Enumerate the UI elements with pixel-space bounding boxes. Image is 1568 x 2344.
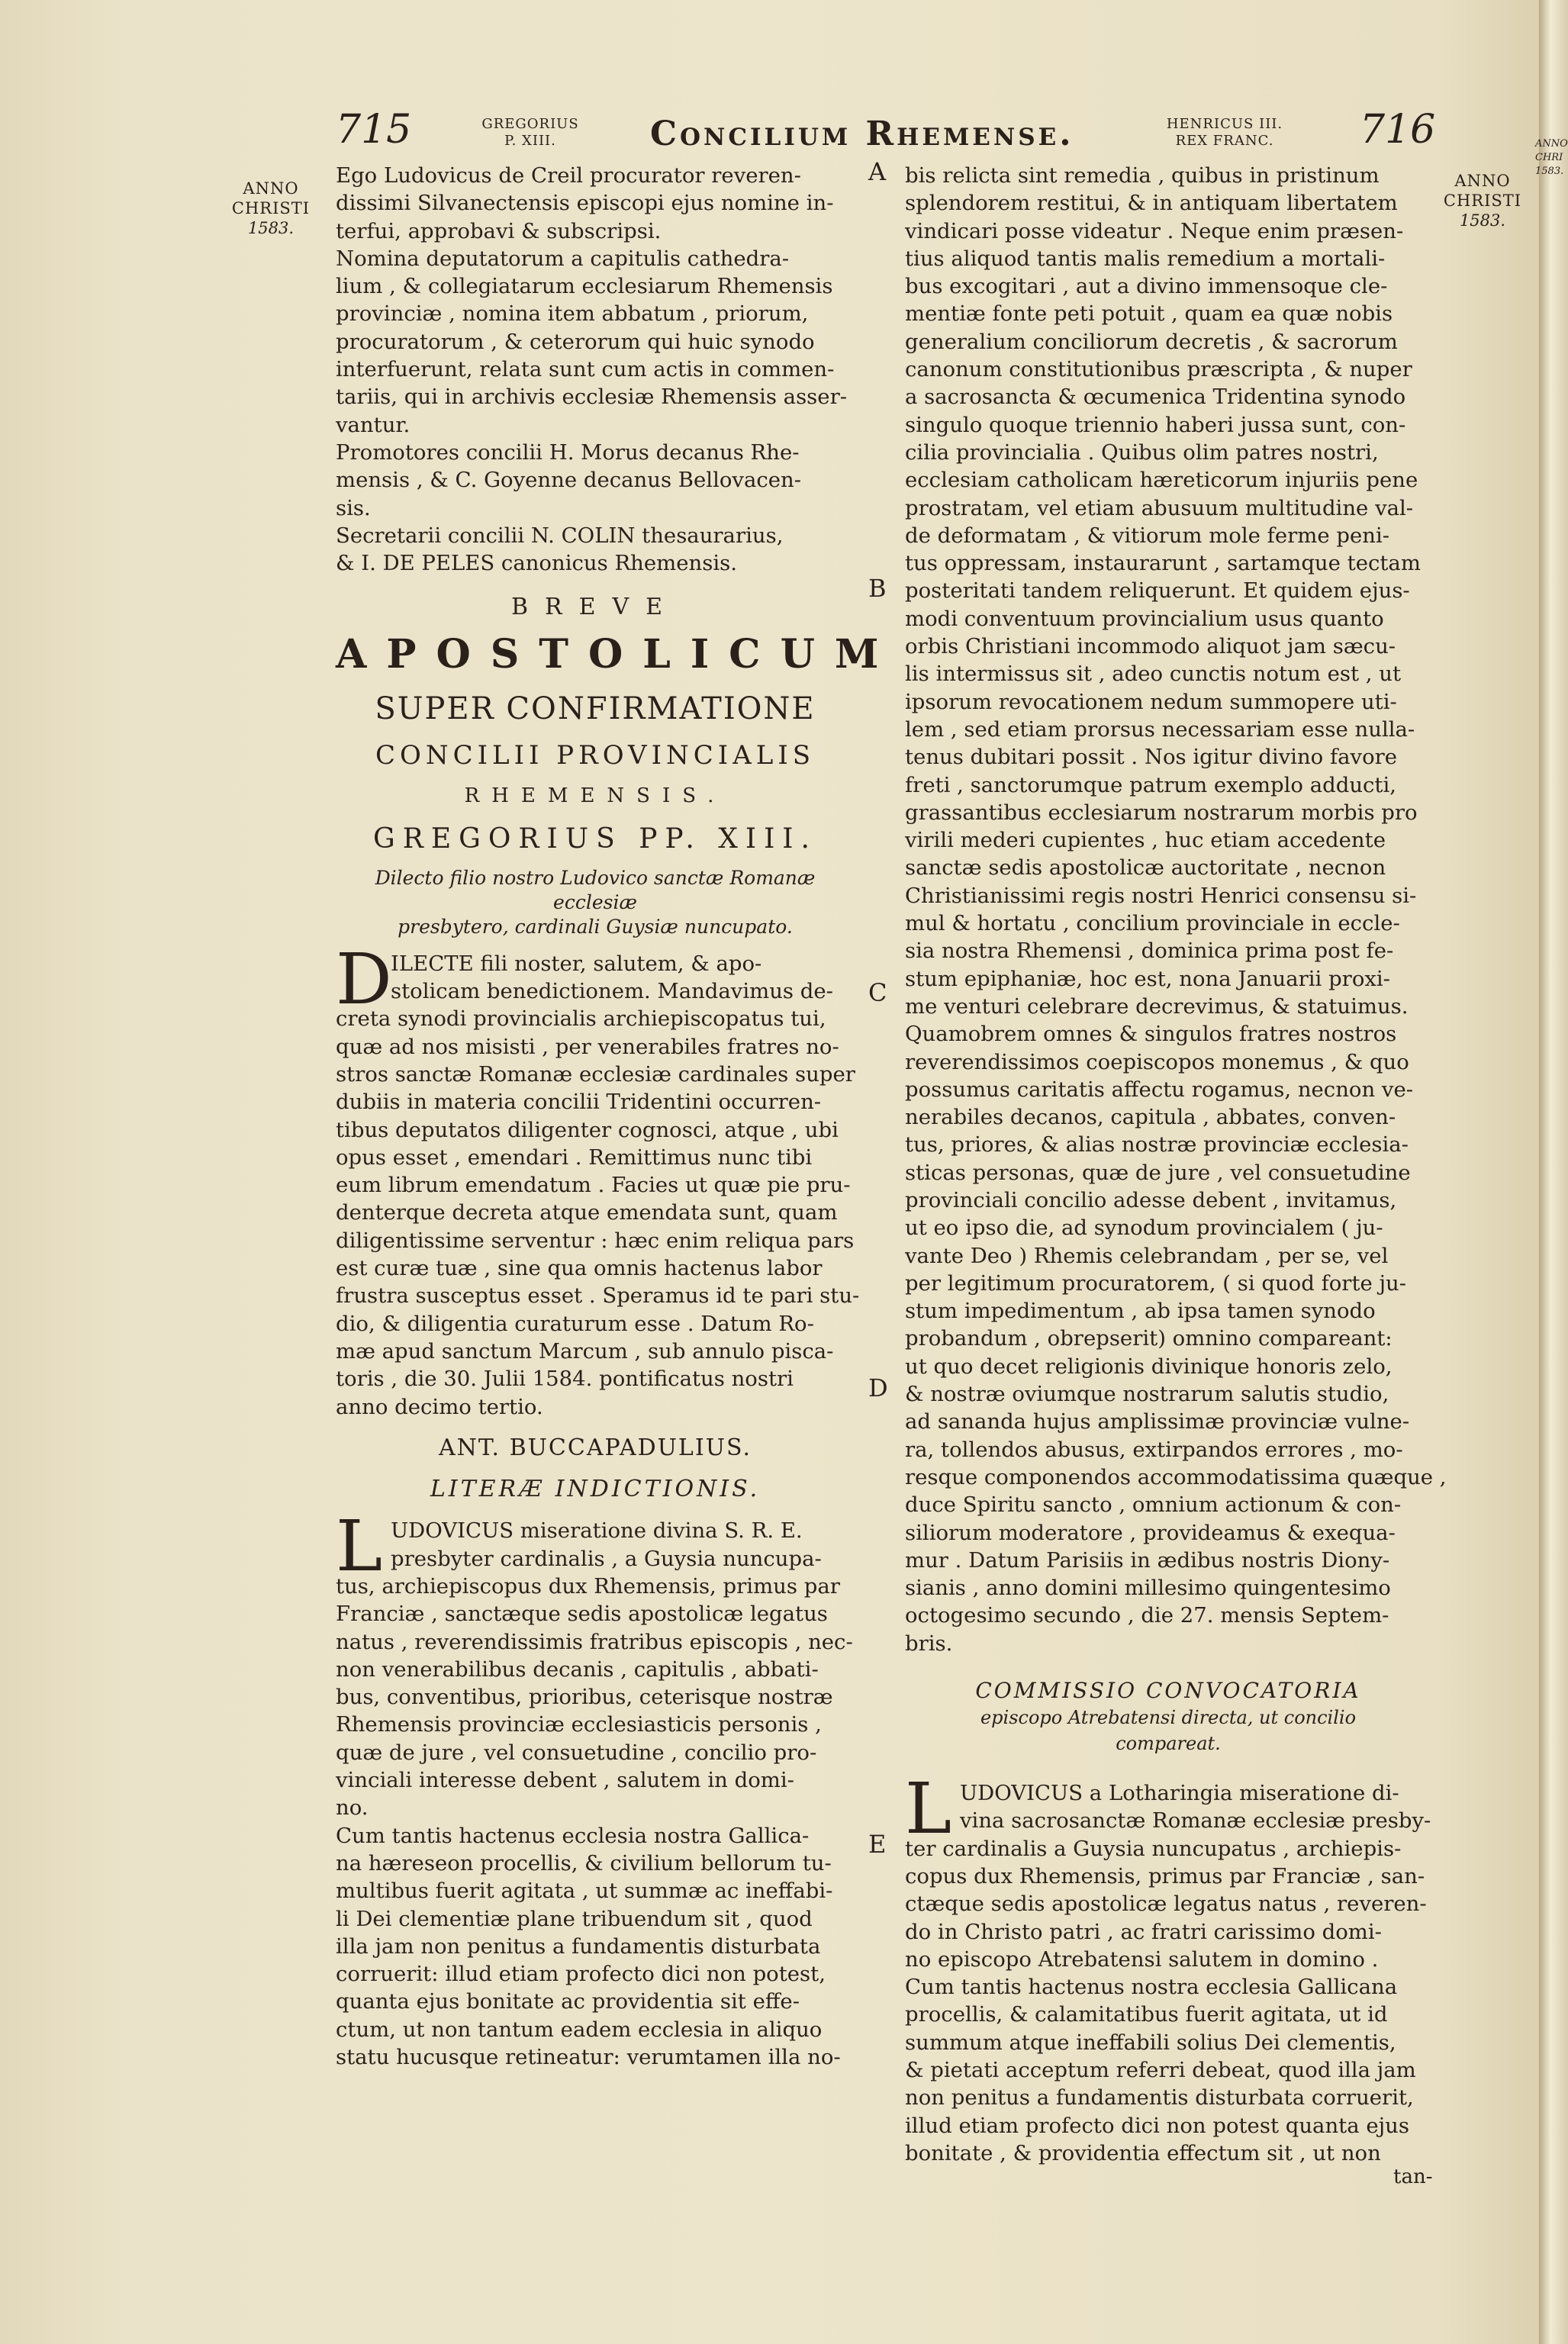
text-line: nerabiles decanos, capitula , abbates, conven- bbox=[905, 1105, 1396, 1130]
text-line: dubiis in materia concilii Tridentini occurren- bbox=[336, 1090, 822, 1115]
text-line: UDOVICUS a Lotharingia miseratione di- bbox=[960, 1781, 1399, 1806]
text-line: do in Christo patri , ac fratri carissimo domi- bbox=[905, 1919, 1382, 1944]
section-letter-c: C bbox=[868, 978, 887, 1007]
text-line: summum atque ineffabili solius Dei clementis, bbox=[905, 2030, 1396, 2055]
text-line: sia nostra Rhemensi , dominica prima post fe- bbox=[905, 939, 1394, 964]
text-line: opus esset , emendari . Remittimus nunc tibi bbox=[336, 1145, 813, 1170]
dedication-line-1: Dilecto filio nostro Ludovico sanctæ Romanæ ecclesiæ bbox=[375, 866, 816, 913]
text-line: mur . Datum Parisiis in ædibus nostris Diony- bbox=[905, 1547, 1390, 1573]
text-line: Promotores concilii H. Morus decanus Rhe- bbox=[336, 440, 800, 465]
text-line: vindicari posse videatur . Neque enim præsen- bbox=[905, 218, 1404, 243]
text-line: ctum, ut non tantum eadem ecclesia in aliquo bbox=[336, 2017, 823, 2042]
text-line: vinciali interesse debent , salutem in domi- bbox=[336, 1768, 794, 1793]
right-page-number: 716 bbox=[1360, 107, 1436, 153]
text-line: stolicam benedictionem. Mandavimus de- bbox=[391, 979, 833, 1004]
right-anno-note bbox=[1441, 171, 1525, 230]
text-line: toris , die 30. Julii 1584. pontificatus nostri bbox=[336, 1367, 794, 1392]
text-line: Secretarii concilii N. COLIN thesaurarius, bbox=[336, 523, 784, 548]
heading-concilii-provincialis: CONCILII PROVINCIALIS bbox=[375, 739, 816, 771]
text-line: diligentissime serventur : hæc enim reliqua pars bbox=[336, 1228, 855, 1253]
right-column-text bbox=[905, 162, 1447, 1657]
text-line: de deformatam , & vitiorum mole ferme peni- bbox=[905, 523, 1390, 548]
dedication-line-2: presbytero, cardinali Guysiæ nuncupato. bbox=[398, 915, 793, 938]
anno-label: ANNO bbox=[1454, 172, 1511, 190]
text-line: lis intermissus sit , adeo cunctis notum est , ut bbox=[905, 662, 1402, 687]
text-line: Christianissimi regis nostri Henrici consensu si- bbox=[905, 883, 1417, 908]
text-line: prostratam, vel etiam abusuum multitudine val- bbox=[905, 495, 1414, 520]
section-letter-b: B bbox=[868, 574, 887, 603]
section-letter-a: A bbox=[868, 157, 887, 186]
text-line: modi conventuum provincialium usus quanto bbox=[905, 606, 1384, 631]
text-line: provinciæ , nomina item abbatum , priorum, bbox=[336, 301, 809, 327]
text-line: & I. DE PELES canonicus Rhemensis. bbox=[336, 551, 737, 576]
brief-dropcap: D bbox=[336, 938, 392, 1020]
text-line: freti , sanctorumque patrum exemplo adducti, bbox=[905, 772, 1397, 797]
heading-gregorius: GREGORIUS PP. XIII. bbox=[373, 823, 817, 855]
right-column bbox=[905, 162, 1447, 2167]
text-line: Ego Ludovicus de Creil procurator reveren- bbox=[336, 163, 801, 188]
text-line: a sacrosancta & œcumenica Tridentina synodo bbox=[905, 385, 1406, 410]
text-line: dio, & diligentia curaturum esse . Datum Ro- bbox=[336, 1311, 814, 1336]
text-line: possumus caritatis affectu rogamus, necnon ve- bbox=[905, 1077, 1414, 1102]
text-line: eum librum emendatum . Facies ut quæ pie pru- bbox=[336, 1173, 851, 1198]
heading-commissio-convocatoria: COMMISSIO CONVOCATORIA bbox=[975, 1678, 1361, 1704]
text-line: li Dei clementiæ plane tribuendum sit , quod bbox=[336, 1906, 813, 1931]
left-running-bottom: P. XIII. bbox=[504, 133, 556, 149]
anno-label: ANNO bbox=[1535, 138, 1568, 150]
text-line: tibus deputatos diligenter cognosci, atque , ubi bbox=[336, 1117, 839, 1142]
text-line: stum impedimentum , ab ipsa tamen synodo bbox=[905, 1299, 1376, 1324]
text-line: frustra susceptus esset . Speramus id te pari stu- bbox=[336, 1283, 860, 1309]
anno-label: ANNO bbox=[243, 179, 299, 198]
text-line: bus excogitari , aut a divino immensoque cle- bbox=[905, 274, 1388, 299]
left-anno-note bbox=[214, 179, 328, 238]
text-line: stum epiphaniæ, hoc est, nona Januarii proxi- bbox=[905, 966, 1390, 991]
text-line: ut quo decet religionis divinique honoris zelo, bbox=[905, 1354, 1393, 1379]
text-line: no episcopo Atrebatensi salutem in domino . bbox=[905, 1946, 1379, 1972]
text-line: resque componendos accommodatissima quæque , bbox=[905, 1464, 1447, 1489]
text-line: interfuerunt, relata sunt cum actis in commen- bbox=[336, 357, 835, 382]
text-line: me venturi celebrare decrevimus, & statuimus. bbox=[905, 993, 1409, 1019]
text-line: est curæ tuæ , sine qua omnis hactenus labor bbox=[336, 1256, 823, 1281]
text-line: quæ de jure , vel consuetudine , concilio pro- bbox=[336, 1740, 817, 1765]
text-line: ctæque sedis apostolicæ legatus natus , reveren- bbox=[905, 1892, 1427, 1917]
text-line: Cum tantis hactenus ecclesia nostra Gallica- bbox=[336, 1823, 810, 1848]
commissio-subtitle-line-1: episcopo Atrebatensi directa, ut concilio bbox=[980, 1707, 1357, 1729]
heading-breve: BREVE bbox=[510, 594, 680, 621]
section-letter-d: D bbox=[868, 1373, 888, 1402]
text-line: terfui, approbavi & subscripsi. bbox=[336, 218, 662, 243]
heading-super-confirmatione: SUPER CONFIRMATIONE bbox=[375, 691, 816, 726]
intro-paragraphs bbox=[336, 162, 855, 577]
text-line: denterque decreta atque emendata sunt, quam bbox=[336, 1200, 838, 1225]
text-line: ipsorum revocationem nedum summopere uti- bbox=[905, 689, 1397, 714]
literae-text bbox=[336, 1505, 855, 2071]
text-line: ter cardinalis a Guysia nuncupatus , archiepis- bbox=[905, 1836, 1402, 1861]
text-line: ra, tollendos abusus, extirpandos errores , mo- bbox=[905, 1437, 1403, 1462]
text-line: na hæreseon procellis, & civilium bellorum tu- bbox=[336, 1850, 832, 1876]
text-line: probandum , obrepserit) omnino compareant: bbox=[905, 1326, 1393, 1351]
text-line: non penitus a fundamentis disturbata corruerit, bbox=[905, 2085, 1414, 2111]
text-line: grassantibus ecclesiarum nostrarum morbis pro bbox=[905, 800, 1418, 825]
edge-anno-note bbox=[1535, 137, 1568, 179]
year-label: 1583. bbox=[1535, 166, 1564, 177]
text-line: bus, conventibus, prioribus, ceterisque nostræ bbox=[336, 1685, 833, 1710]
text-line: ad sananda hujus amplissimæ provinciæ vulne- bbox=[905, 1409, 1410, 1434]
text-line: tus oppressam, instaurarunt , sartamque tectam bbox=[905, 551, 1421, 576]
text-line: ecclesiam catholicam hæreticorum injuriis pene bbox=[905, 468, 1418, 493]
year-label: 1583. bbox=[247, 219, 295, 237]
text-line: vantur. bbox=[336, 412, 411, 437]
right-running-bottom: REX FRANC. bbox=[1175, 133, 1274, 149]
text-line: creta synodi provincialis archiepiscopatus tui, bbox=[336, 1006, 826, 1032]
heading-apostolicum: APOSTOLICUM bbox=[336, 630, 899, 678]
text-line: lem , sed etiam prorsus necessariam esse nulla- bbox=[905, 716, 1415, 742]
text-line: & nostræ oviumque nostrarum salutis studio, bbox=[905, 1382, 1389, 1407]
page-title: Concilium Rhemense. bbox=[650, 114, 1074, 153]
christi-label: CHRI bbox=[1535, 152, 1563, 163]
text-line: quanta ejus bonitate ac providentia sit effe- bbox=[336, 1989, 800, 2014]
text-line: ILECTE fili noster, salutem, & apo- bbox=[391, 951, 762, 976]
commissio-dropcap: L bbox=[905, 1768, 952, 1850]
text-line: presbyter cardinalis , a Guysia nuncupa- bbox=[391, 1546, 822, 1571]
text-line: statu hucusque retineatur: verumtamen illa no- bbox=[336, 2045, 841, 2070]
text-line: dissimi Silvanectensis episcopi ejus nomine in- bbox=[336, 191, 834, 216]
text-line: posteritati tandem reliquerunt. Et quidem ejus- bbox=[905, 578, 1410, 604]
text-line: procellis, & calamitatibus fuerit agitata, ut id bbox=[905, 2002, 1388, 2027]
text-line: vante Deo ) Rhemis celebrandam , per se, vel bbox=[905, 1243, 1389, 1268]
text-line: Nomina deputatorum a capitulis cathedra- bbox=[336, 246, 790, 271]
text-line: illud etiam profecto dici non potest quanta ejus bbox=[905, 2113, 1409, 2138]
dedication bbox=[336, 866, 855, 939]
christi-label: CHRISTI bbox=[1443, 192, 1522, 210]
text-line: sis. bbox=[336, 495, 371, 520]
catchword: tan- bbox=[1393, 2165, 1433, 2188]
text-line: stros sanctæ Romanæ ecclesiæ cardinales super bbox=[336, 1061, 855, 1087]
text-line: bis relicta sint remedia , quibus in pristinum bbox=[905, 163, 1380, 188]
literae-dropcap: L bbox=[336, 1505, 383, 1588]
text-line: per legitimum procuratorem, ( si quod forte ju- bbox=[905, 1270, 1407, 1296]
text-line: vina sacrosanctæ Romanæ ecclesiæ presby- bbox=[960, 1808, 1431, 1834]
text-line: no. bbox=[336, 1795, 369, 1821]
text-line: multibus fuerit agitata , ut summæ ac ineffabi- bbox=[336, 1879, 833, 1904]
text-line: corruerit: illud etiam profecto dici non potest, bbox=[336, 1962, 826, 1987]
text-line: sticas personas, quæ de jure , vel consuetudine bbox=[905, 1160, 1411, 1185]
text-line: duce Spiritu sancto , omnium actionum & con- bbox=[905, 1492, 1402, 1518]
text-line: splendorem restitui, & in antiquam libertatem bbox=[905, 191, 1398, 216]
text-line: mul & hortatu , concilium provinciale in eccle- bbox=[905, 911, 1400, 936]
year-label: 1583. bbox=[1459, 211, 1506, 230]
text-line: ut eo ipso die, ad synodum provincialem ( ju- bbox=[905, 1215, 1383, 1241]
commissio-text bbox=[905, 1768, 1431, 2167]
section-letter-e: E bbox=[868, 1830, 887, 1859]
heading-rhemensis: RHEMENSIS. bbox=[464, 784, 726, 807]
text-line: bris. bbox=[905, 1631, 953, 1656]
text-line: quæ ad nos misisti , per venerabiles fratres no- bbox=[336, 1034, 839, 1059]
heading-literae-indictionis: LITERÆ INDICTIONIS. bbox=[430, 1476, 761, 1503]
text-line: copus dux Rhemensis, primus par Franciæ , san- bbox=[905, 1863, 1425, 1888]
text-line: octogesimo secundo , die 27. mensis Septem- bbox=[905, 1603, 1389, 1628]
text-line: generalium conciliorum decretis , & sacrorum bbox=[905, 329, 1398, 354]
text-line: tariis, qui in archivis ecclesiæ Rhemensis asser- bbox=[336, 385, 848, 410]
text-line: siliorum moderatore , provideamus & exequa- bbox=[905, 1520, 1396, 1545]
text-line: tenus dubitari possit . Nos igitur divino favore bbox=[905, 745, 1398, 770]
text-line: anno decimo tertio. bbox=[336, 1394, 543, 1419]
text-line: cilia provincialia . Quibus olim patres nostri, bbox=[905, 440, 1379, 465]
text-line: virili mederi cupientes , huc etiam accedente bbox=[905, 828, 1386, 853]
text-line: tus, archiepiscopus dux Rhemensis, primus par bbox=[336, 1573, 840, 1599]
text-line: lium , & collegiatarum ecclesiarum Rhemensis bbox=[336, 274, 833, 299]
text-line: orbis Christiani incommodo aliquot jam sæcu- bbox=[905, 634, 1396, 659]
commissio-subtitle bbox=[905, 1705, 1431, 1756]
text-line: mæ apud sanctum Marcum , sub annulo pisca- bbox=[336, 1338, 834, 1364]
text-line: bonitate , & providentia effectum sit , ut non bbox=[905, 2140, 1381, 2165]
left-page-number: 715 bbox=[336, 107, 412, 153]
text-line: illa jam non penitus a fundamentis disturbata bbox=[336, 1933, 821, 1959]
text-line: & pietati acceptum referri debeat, quod illa jam bbox=[905, 2058, 1416, 2082]
text-line: procuratorum , & ceterorum qui huic synodo bbox=[336, 329, 815, 354]
text-line: reverendissimos coepiscopos monemus , & quo bbox=[905, 1049, 1409, 1074]
text-line: Rhemensis provinciæ ecclesiasticis personis , bbox=[336, 1712, 822, 1737]
text-line: UDOVICUS miseratione divina S. R. E. bbox=[391, 1518, 803, 1544]
text-line: sianis , anno domini millesimo quingentesimo bbox=[905, 1576, 1391, 1601]
text-line: provinciali concilio adesse debent , invitamus, bbox=[905, 1187, 1397, 1212]
text-line: canonum constitutionibus præscripta , & nuper bbox=[905, 357, 1412, 382]
commissio-subtitle-line-2: compareat. bbox=[1116, 1733, 1221, 1755]
brief-text bbox=[336, 938, 860, 1421]
left-running-top: GREGORIUS bbox=[481, 116, 579, 132]
text-line: tus, priores, & alias nostræ provinciæ ecclesia- bbox=[905, 1132, 1409, 1158]
left-column bbox=[336, 162, 899, 2071]
christi-label: CHRISTI bbox=[231, 199, 311, 217]
text-line: mentiæ fonte peti potuit , quam ea quæ nobis bbox=[905, 301, 1393, 327]
text-line: Quamobrem omnes & singulos fratres nostros bbox=[905, 1022, 1397, 1047]
signature: ANT. BUCCAPADULIUS. bbox=[439, 1434, 752, 1461]
right-running-top: HENRICUS III. bbox=[1166, 116, 1283, 132]
text-line: singulo quoque triennio haberi jussa sunt, con- bbox=[905, 412, 1406, 437]
text-line: natus , reverendissimis fratribus episcopis , nec- bbox=[336, 1629, 853, 1654]
text-line: non venerabilibus decanis , capitulis , abbati- bbox=[336, 1657, 819, 1682]
next-page-edge bbox=[1539, 0, 1568, 2344]
text-line: mensis , & C. Goyenne decanus Bellovacen- bbox=[336, 468, 802, 493]
text-line: Franciæ , sanctæque sedis apostolicæ legatus bbox=[336, 1602, 828, 1627]
text-line: sanctæ sedis apostolicæ auctoritate , necnon bbox=[905, 855, 1386, 881]
text-line: tius aliquod tantis malis remedium a mortali- bbox=[905, 246, 1386, 271]
text-line: Cum tantis hactenus nostra ecclesia Gallicana bbox=[905, 1975, 1398, 2000]
